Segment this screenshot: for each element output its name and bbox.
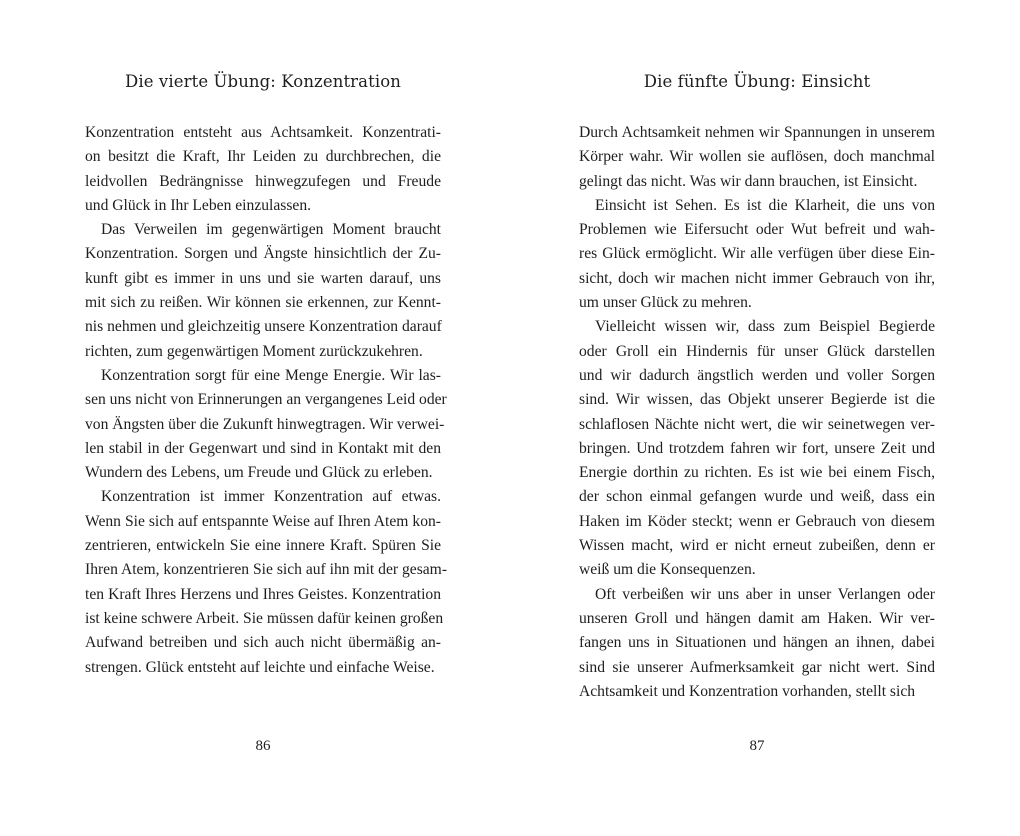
text-line: Wissen macht, wird er nicht erneut zubeißen, denn er xyxy=(579,537,935,555)
text-line: Körper wahr. Wir wollen sie auflösen, doch manchmal xyxy=(579,148,935,166)
text-line: von Ängsten über die Zukunft hinwegtragen. Wir verwei- xyxy=(85,415,445,433)
text-line: ten Kraft Ihres Herzens und Ihres Geistes. Konzentration xyxy=(85,585,441,603)
text-line: der schon einmal gefangen wurde und weiß, dass ein xyxy=(579,488,935,506)
text-line: Konzentration entsteht aus Achtsamkeit. Konzentrati- xyxy=(85,124,441,141)
page-number: 87 xyxy=(749,738,765,754)
text-line: Wenn Sie sich auf entspannte Weise auf Ihren Atem kon- xyxy=(85,512,441,530)
chapter-title: Die vierte Übung: Konzentration xyxy=(125,72,401,91)
paragraph xyxy=(85,364,447,485)
text-line: sind sie unserer Aufmerksamkeit gar nicht wert. Sind xyxy=(579,658,935,676)
text-line: unseren Groll und hängen damit am Haken. Wir ver- xyxy=(579,609,935,627)
text-line: Konzentration ist immer Konzentration auf etwas. xyxy=(101,488,441,506)
text-line: richten, zum gegenwärtigen Moment zurückzukehren. xyxy=(85,342,423,360)
text-line: schlaflosen Nächte nicht wert, die wir seinetwegen ver- xyxy=(579,415,935,433)
text-line: Durch Achtsamkeit nehmen wir Spannungen in unserem xyxy=(579,124,935,141)
text-line: Achtsamkeit und Konzentration vorhanden, stellt sich xyxy=(579,682,916,700)
text-line: on besitzt die Kraft, Ihr Leiden zu durchbrechen, die xyxy=(85,148,441,166)
text-line: sind. Wir wissen, das Objekt unserer Begierde ist die xyxy=(579,391,935,409)
text-line: Das Verweilen im gegenwärtigen Moment braucht xyxy=(101,221,441,239)
text-line: Haken im Köder steckt; wenn er Gebrauch von diesem xyxy=(579,512,935,530)
text-line: kunft gibt es immer in uns und sie warten darauf, uns xyxy=(85,269,441,287)
text-line: oder Groll ein Hindernis für unser Glück darstellen xyxy=(579,342,935,360)
text-line: fangen uns in Situationen und hängen an ihnen, dabei xyxy=(579,634,935,652)
body-text xyxy=(85,121,448,680)
text-line: Oft verbeißen wir uns aber in unser Verlangen oder xyxy=(595,585,935,603)
text-line: bringen. Und trotzdem fahren wir fort, unsere Zeit und xyxy=(579,439,935,457)
paragraph xyxy=(579,315,935,582)
right-page xyxy=(579,0,935,836)
text-line: Ihren Atem, konzentrieren Sie sich auf ihn mit der gesam- xyxy=(85,561,448,579)
text-line: sicht, doch wir machen nicht immer Gebrauch von ihr, xyxy=(579,269,935,287)
text-line: strengen. Glück entsteht auf leichte und einfache Weise. xyxy=(85,658,435,676)
text-line: weiß um die Konsequenzen. xyxy=(579,561,756,579)
chapter-title: Die fünfte Übung: Einsicht xyxy=(643,72,871,91)
text-line: gelingt das nicht. Was wir dann brauchen, ist Einsicht. xyxy=(579,172,918,190)
text-line: Aufwand betreiben und sich auch nicht übermäßig an- xyxy=(85,634,441,652)
text-line: len stabil in der Gegenwart und sind in Kontakt mit den xyxy=(85,439,441,457)
text-line: um unser Glück zu mehren. xyxy=(579,294,752,312)
text-line: Konzentration sorgt für eine Menge Energie. Wir las- xyxy=(101,366,441,384)
paragraph xyxy=(579,194,935,315)
text-line: und Glück in Ihr Leben einzulassen. xyxy=(85,196,312,214)
text-line: und wir dadurch ängstlich werden und voller Sorgen xyxy=(579,366,935,384)
body-text xyxy=(579,121,935,704)
text-line: leidvollen Bedrängnisse hinwegzufegen und Freude xyxy=(85,172,441,190)
text-line: Vielleicht wissen wir, dass zum Beispiel Begierde xyxy=(595,318,935,336)
text-line: Energie dorthin zu richten. Es ist wie bei einem Fisch, xyxy=(579,464,935,482)
text-line: Konzentration. Sorgen und Ängste hinsichtlich der Zu- xyxy=(85,245,441,263)
text-line: sen uns nicht von Erinnerungen an vergangenes Leid oder xyxy=(85,391,447,409)
paragraph xyxy=(85,218,441,364)
paragraph xyxy=(85,485,448,679)
text-line: ist keine schwere Arbeit. Sie müssen dafür keinen großen xyxy=(85,609,444,627)
text-line: res Glück ermöglicht. Wir alle verfügen über diese Ein- xyxy=(579,245,935,263)
paragraph xyxy=(579,583,935,704)
text-line: Wundern des Lebens, um Freude und Glück zu erleben. xyxy=(85,464,433,482)
text-line: Einsicht ist Sehen. Es ist die Klarheit, die uns von xyxy=(595,196,935,214)
paragraph xyxy=(85,121,441,218)
text-line: mit sich zu reißen. Wir können sie erkennen, zur Kennt- xyxy=(85,294,441,312)
paragraph xyxy=(579,121,935,194)
page-number: 86 xyxy=(255,738,271,754)
text-line: zentrieren, entwickeln Sie eine innere Kraft. Spüren Sie xyxy=(85,537,441,555)
text-line: nis nehmen und gleichzeitig unsere Konzentration darauf xyxy=(85,318,442,336)
left-page xyxy=(85,0,448,836)
text-line: Problemen wie Eifersucht oder Wut befreit und wah- xyxy=(579,221,935,239)
